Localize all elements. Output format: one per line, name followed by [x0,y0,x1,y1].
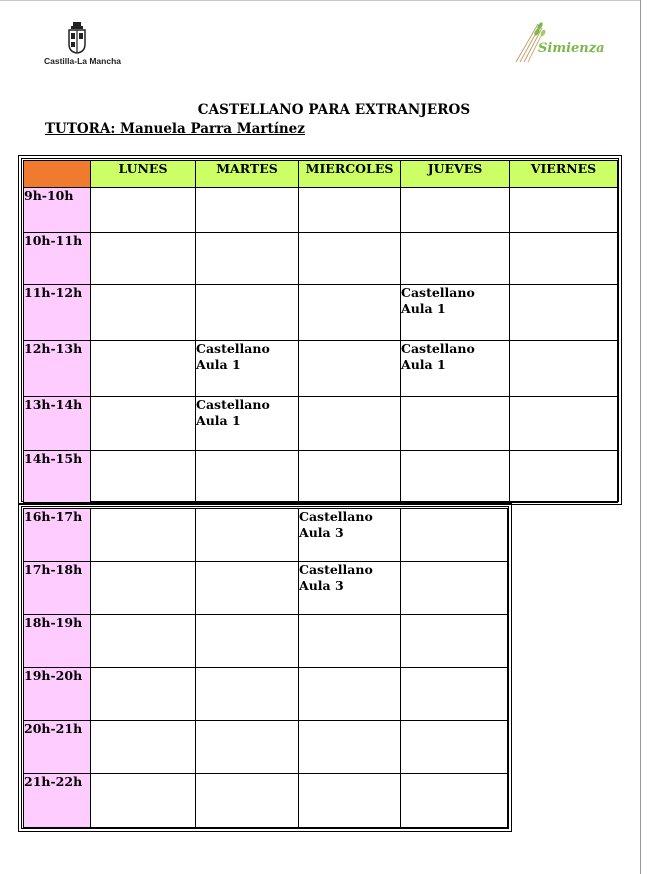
time-slot-label: 19h-20h [24,668,91,721]
schedule-cell [91,668,196,721]
schedule-cell [401,615,508,668]
schedule-cell [299,341,401,397]
schedule-cell [196,188,299,233]
table-row [24,397,618,451]
class-entry-line: Castellano [196,397,270,412]
schedule-cell [401,341,510,397]
page-border-right [640,0,641,874]
corner-cell [24,161,91,188]
table-row [24,615,508,668]
schedule-cell [196,397,299,451]
schedule-cell [91,721,196,774]
schedule-cell [510,233,618,285]
day-header-jueves: JUEVES [401,161,510,188]
time-slot-label: 14h-15h [24,451,91,503]
table-row [24,233,618,285]
schedule-cell [299,285,401,341]
schedule-cell [299,188,401,233]
schedule-cell [91,509,196,562]
schedule-cell [299,668,401,721]
document-title: CASTELLANO PARA EXTRANJEROS [197,102,471,118]
time-slot-label: 13h-14h [24,397,91,451]
schedule-cell [401,509,508,562]
schedule-cell [299,233,401,285]
time-slot-label: 20h-21h [24,721,91,774]
time-slot-label: 21h-22h [24,774,91,828]
schedule-cell [510,451,618,503]
table-row [24,562,508,615]
schedule-cell [91,615,196,668]
table-row [24,285,618,341]
time-slot-label: 18h-19h [24,615,91,668]
time-slot-label: 16h-17h [24,509,91,562]
schedule-cell [299,562,401,615]
schedule-cell [299,397,401,451]
schedule-cell [196,615,299,668]
class-entry-line: Aula 1 [401,357,446,372]
schedule-cell [196,774,299,828]
schedule-cell [299,451,401,503]
castilla-la-mancha-text: Castilla-La Mancha [44,56,121,66]
schedule-cell [401,188,510,233]
schedule-cell [196,668,299,721]
table-row [24,188,618,233]
schedule-cell [196,451,299,503]
schedule-cell [299,509,401,562]
afternoon-schedule-table [23,508,508,828]
schedule-cell [401,562,508,615]
schedule-cell [91,562,196,615]
schedule-cell [91,233,196,285]
simienza-text: Simienza [538,41,605,56]
class-entry-line: Aula 1 [196,357,241,372]
table-row [24,721,508,774]
time-slot-label: 17h-18h [24,562,91,615]
schedule-cell [401,451,510,503]
table-row [24,341,618,397]
class-entry-line: Aula 3 [299,578,344,593]
table-row [24,451,618,503]
table-row [24,668,508,721]
class-entry-line: Castellano [196,341,270,356]
class-entry-line: Aula 1 [196,413,241,428]
coat-of-arms-icon [66,22,88,54]
class-entry-line: Castellano [299,509,373,524]
schedule-cell [91,397,196,451]
schedule-cell [196,721,299,774]
header-row [24,161,618,188]
simienza-logo [512,20,605,64]
schedule-cell [91,188,196,233]
schedule-cell [401,668,508,721]
schedule-cell [510,397,618,451]
schedule-cell [196,509,299,562]
schedule-cell [401,397,510,451]
schedule-cell [510,285,618,341]
table-row [24,509,508,562]
schedule-cell [401,233,510,285]
schedule-cell [91,285,196,341]
schedule-cell [91,774,196,828]
schedule-cell [91,341,196,397]
class-entry-line: Castellano [299,562,373,577]
time-slot-label: 12h-13h [24,341,91,397]
day-header-lunes: LUNES [91,161,196,188]
schedule-cell [196,562,299,615]
page-border-top [0,0,641,1]
table-row [24,774,508,828]
time-slot-label: 10h-11h [24,233,91,285]
time-slot-label: 11h-12h [24,285,91,341]
tutor-line: TUTORA: Manuela Parra Martínez [45,121,305,137]
class-entry-line: Castellano [401,341,475,356]
class-entry-line: Castellano [401,285,475,300]
schedule-cell [510,341,618,397]
morning-schedule-table [23,160,618,503]
time-slot-label: 9h-10h [24,188,91,233]
class-entry-line: Aula 1 [401,301,446,316]
schedule-cell [401,721,508,774]
schedule-cell [196,233,299,285]
class-entry-line: Aula 3 [299,525,344,540]
castilla-la-mancha-logo [44,22,121,68]
schedule-cell [510,188,618,233]
day-header-martes: MARTES [196,161,299,188]
day-header-viernes: VIERNES [510,161,618,188]
schedule-cell [299,774,401,828]
schedule-cell [196,285,299,341]
day-header-miercoles: MIERCOLES [299,161,401,188]
schedule-cell [401,774,508,828]
schedule-cell [196,341,299,397]
schedule-cell [299,721,401,774]
schedule-cell [91,451,196,503]
schedule-cell [401,285,510,341]
schedule-cell [299,615,401,668]
